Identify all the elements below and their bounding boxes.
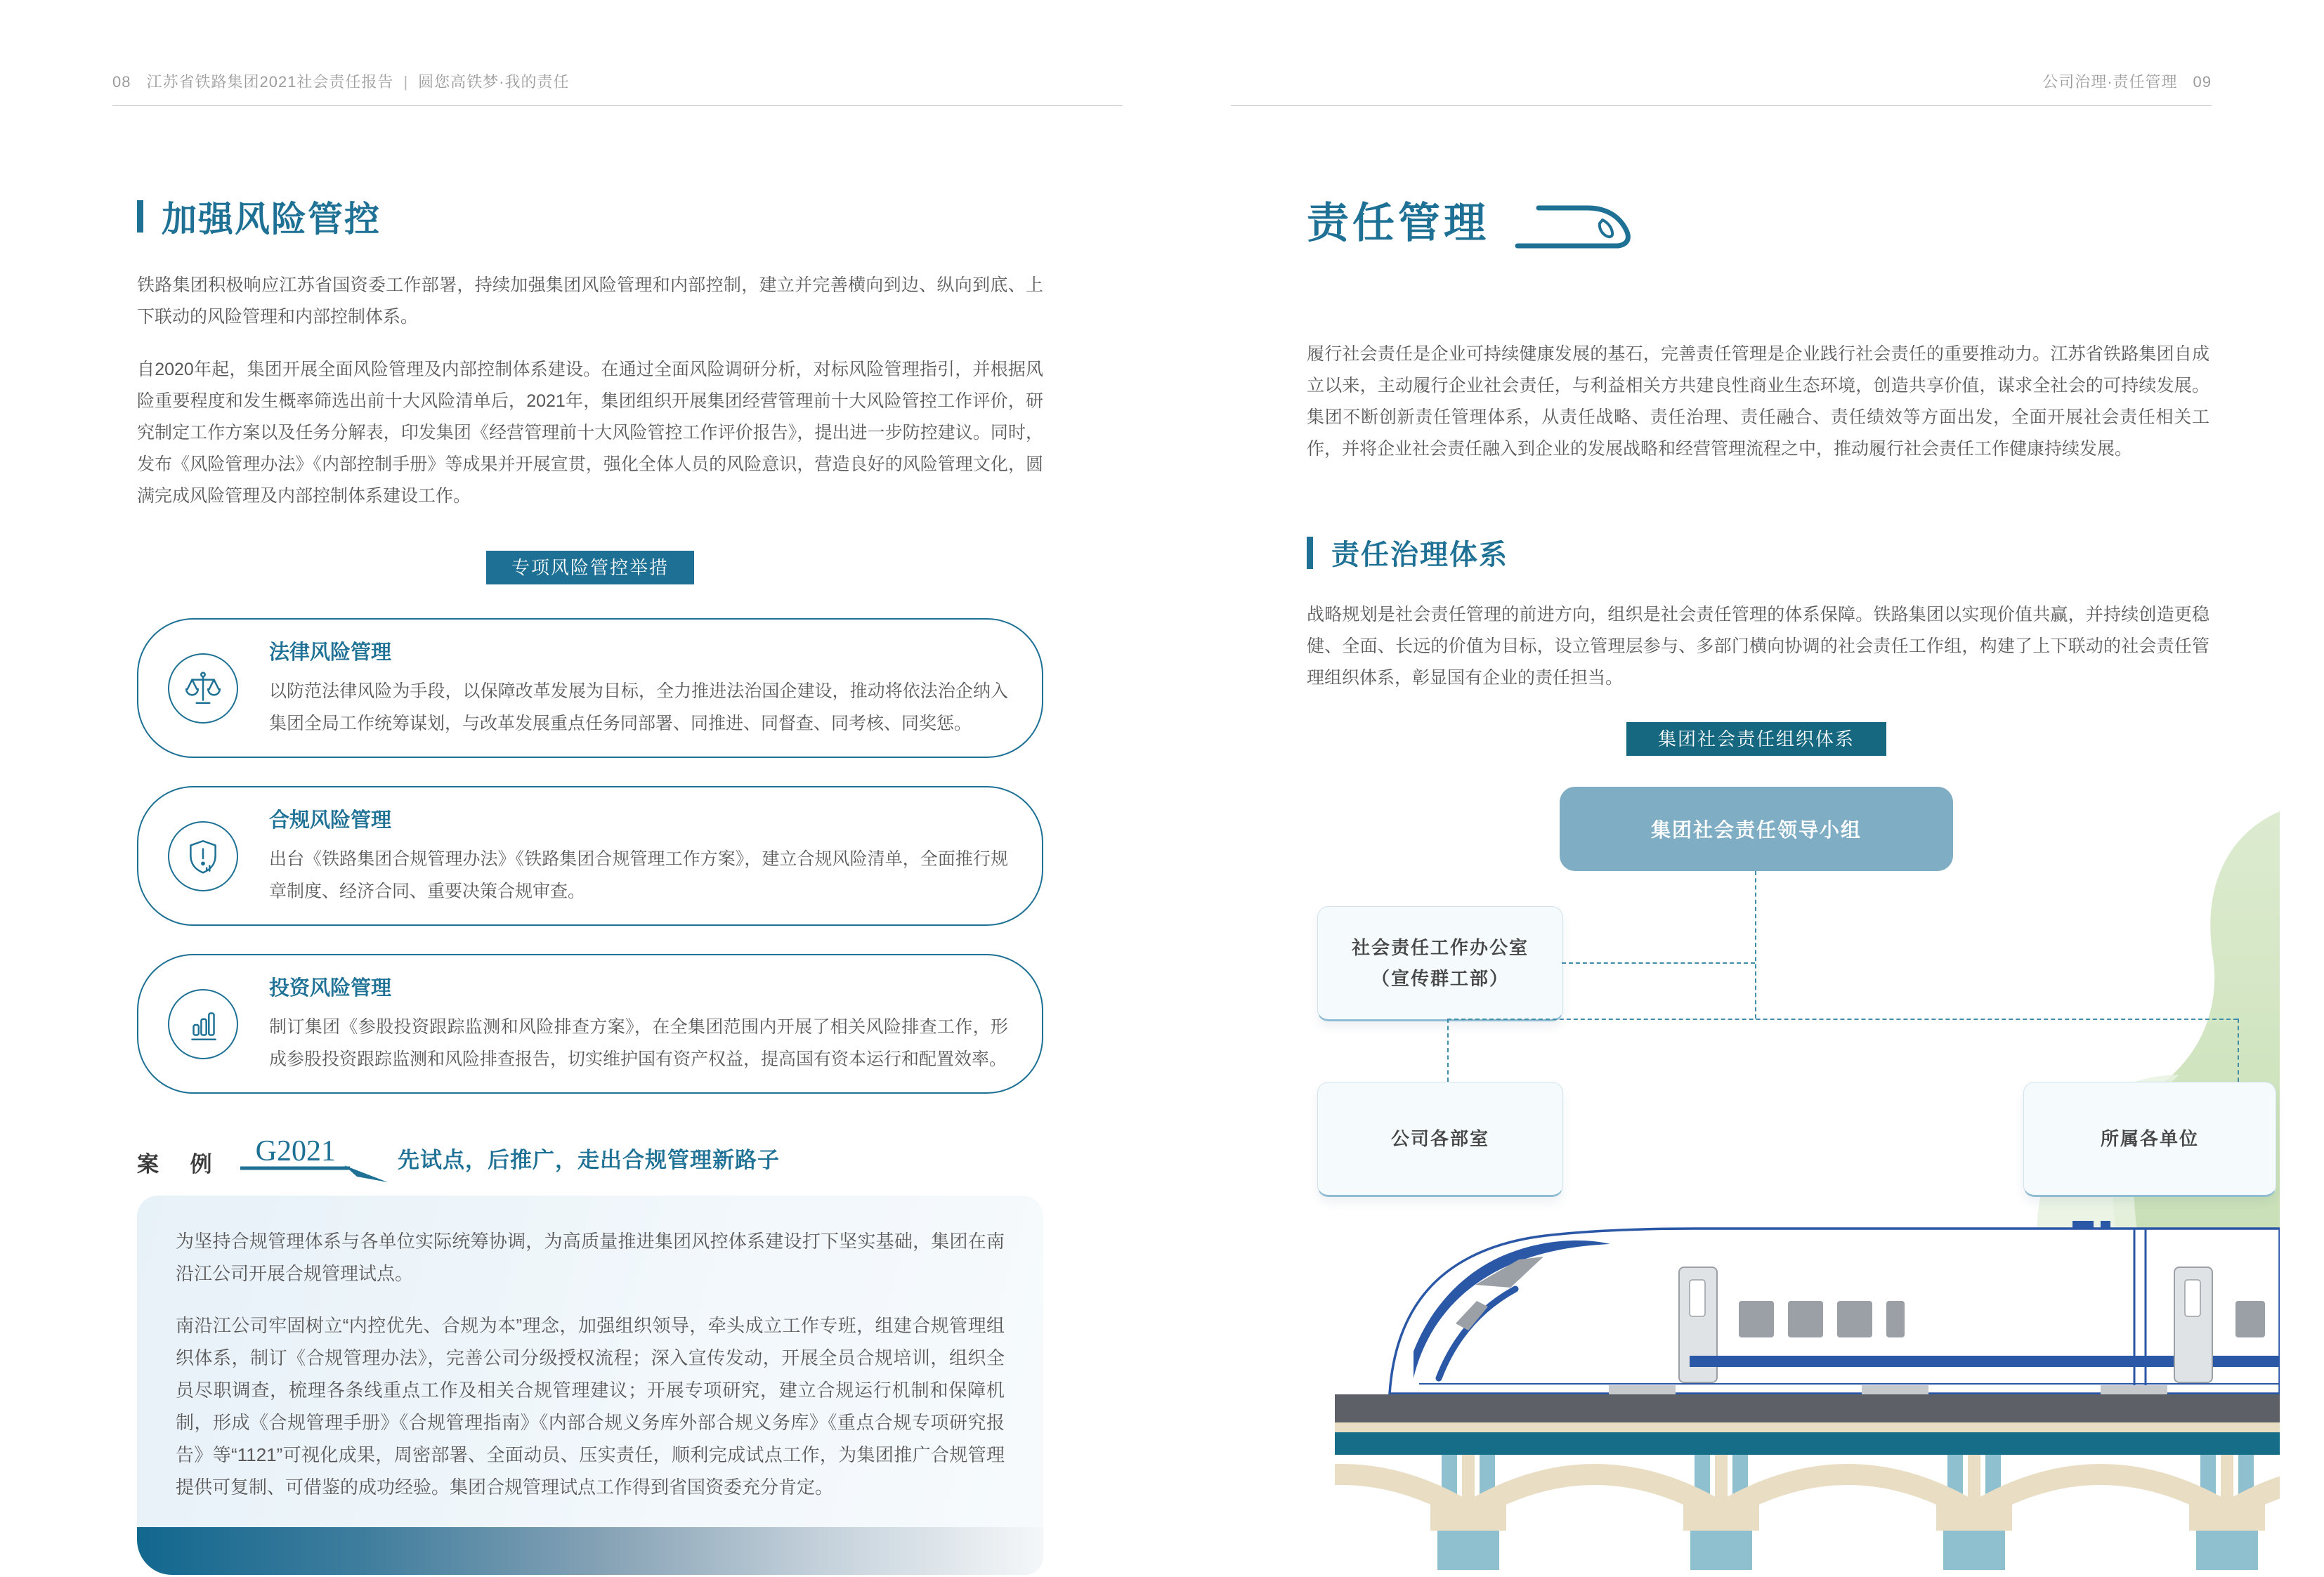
responsibility-intro: 履行社会责任是企业可持续健康发展的基石，完善责任管理是企业践行社会责任的重要推动力。江苏省铁路集团自成立以来，主动履行企业社会责任，与利益相关方共建良性商业生态环境，创造共享价值，谋求全社会的可持续发展。集团不断创新责任管理体系，从责任战略、责任治理、责任融合、责任绩效等方面出发，全面开展社会责任相关工作，并将企业社会责任融入到企业的发展战略和经营管理流程之中，推动履行社会责任工作健康持续发展。	[1307, 344, 2209, 459]
page-title-responsibility: 责任管理	[1307, 199, 1489, 247]
case-title: 先试点，后推广，走出合规管理新路子	[397, 1148, 780, 1172]
report-title: 江苏省铁路集团2021社会责任报告	[146, 73, 394, 91]
case-study-box	[137, 1196, 1043, 1527]
governance-paragraph: 战略规划是社会责任管理的前进方向，组织是社会责任管理的体系保障。铁路集团以实现价值共赢，并持续创造更稳健、全面、长远的价值为目标，设立管理层参与、多部门横向协调的社会责任工作组，构建了上下联动的社会责任管理组织体系，彰显国有企业的责任担当。	[1307, 605, 2209, 688]
card-legal-risk	[137, 618, 1043, 758]
card-body-compliance: 出台《铁路集团合规管理办法》《铁路集团合规管理工作方案》，建立合规风险清单，全面推行规章制度、经济合同、重要决策合规审查。	[269, 849, 1008, 901]
risk-measure-cards	[137, 618, 1043, 1094]
case-label: 案 例	[137, 1152, 225, 1177]
org-connector-right	[2238, 1019, 2239, 1082]
org-departments-box: 公司各部室	[1317, 1082, 1563, 1197]
case-study-header	[137, 1134, 1043, 1178]
case-gradient-bar	[137, 1527, 1043, 1575]
org-chart	[1307, 716, 2282, 1208]
scales-icon	[168, 653, 238, 724]
header-divider-left	[112, 105, 1123, 106]
page-number-left: 08	[112, 73, 131, 91]
risk-paragraph-2: 自2020年起，集团开展全面风险管理及内部控制体系建设。在通过全面风险调研分析，对标风险管理指引，并根据风险重要程度和发生概率筛选出前十大风险清单后，2021年，集团组织开展集团经营管理前十大风险管控工作评价，研究制定工作方案以及任务分解表，印发集团《经营管理前十大风险管控工作评价报告》，提出进一步防控建议。同时，发布《风险管理办法》《内部控制手册》等成果并开展宣贯，强化全体人员的风险意识，营造良好的风险管理文化，圆满完成风险管理及内部控制体系建设工作。	[137, 360, 1043, 506]
section-accent-bar	[1307, 537, 1313, 569]
right-page-column	[1307, 190, 2209, 694]
org-office-box	[1317, 906, 1563, 1021]
responsibility-title-row	[1307, 190, 2209, 263]
train-nose-icon	[1510, 199, 1651, 263]
chapter-title: 公司治理·责任管理	[2042, 73, 2178, 91]
org-connector-left	[1447, 1019, 1449, 1082]
section-accent-bar	[137, 200, 143, 233]
org-connector-root	[1755, 871, 1756, 1019]
header-right	[1231, 70, 2212, 92]
org-connector-branch	[1447, 1019, 2238, 1020]
measures-badge: 专项风险管控举措	[486, 551, 694, 584]
section-risk-control-header	[137, 191, 1043, 242]
risk-paragraph-1: 铁路集团积极响应江苏省国资委工作部署，持续加强集团风险管理和内部控制，建立并完善横向到边、纵向到底、上下联动的风险管理和内部控制体系。	[137, 275, 1043, 327]
shield-icon	[168, 821, 238, 891]
report-tagline: 圆您高铁梦·我的责任	[418, 73, 570, 91]
case-paragraph-1: 为坚持合规管理体系与各单位实际统筹协调，为高质量推进集团风控体系建设打下坚实基础，集团在南沿江公司开展合规管理试点。	[176, 1231, 1005, 1284]
header-divider-right	[1231, 105, 2212, 106]
card-body-legal: 以防范法律风险为手段，以保障改革发展为目标，全力推进法治国企建设，推动将依法治企纳入集团全局工作统筹谋划，与改革发展重点任务同部署、同推进、同督查、同考核、同奖惩。	[269, 681, 1008, 733]
org-chart-badge: 集团社会责任组织体系	[1626, 722, 1886, 756]
section-title-risk: 加强风险管控	[162, 199, 381, 239]
high-speed-train-illustration	[1370, 1217, 2280, 1398]
card-title-investment: 投资风险管理	[269, 977, 392, 1000]
bar-chart-icon	[168, 989, 238, 1059]
org-connector-office	[1562, 962, 1755, 964]
section-title-governance: 责任治理体系	[1331, 539, 1508, 570]
org-office-line1: 社会责任工作办公室	[1351, 937, 1529, 958]
org-office-line2: （宣传群工部）	[1371, 968, 1509, 989]
case-paragraph-2: 南沿江公司牢固树立“内控优先、合规为本”理念，加强组织领导，牵头成立工作专班，组建合规管理组织体系，制订《合规管理办法》，完善公司分级授权流程；深入宣传发动，开展全员合规培训，组织全员尽职调查，梳理各条线重点工作及相关合规管理建议；开展专项研究，建立合规运行机制和保障机制，形成《合规管理手册》《合规管理指南》《内部合规义务库外部合规义务库》《重点合规专项研究报告》等“1121”可视化成果，周密部署、全面动员、压实责任，顺利完成试点工作，为集团推广合规管理提供可复制、可借鉴的成功经验。集团合规管理试点工作得到省国资委充分肯定。	[176, 1315, 1005, 1498]
case-tag	[249, 1134, 350, 1178]
case-tag-text: G2021	[255, 1135, 336, 1167]
card-investment-risk	[137, 954, 1043, 1094]
header-left	[112, 70, 569, 92]
org-subsidiaries-box: 所属各单位	[2023, 1082, 2276, 1197]
card-compliance-risk	[137, 786, 1043, 926]
card-body-investment: 制订集团《参股投资跟踪监测和风险排查方案》，在全集团范围内开展了相关风险排查工作，形成参股投资跟踪监测和风险排查报告，切实维护国有资产权益，提高国有资本运行和配置效率。	[269, 1017, 1008, 1069]
page-number-right: 09	[2193, 73, 2212, 91]
case-arrow-icon	[239, 1165, 390, 1184]
card-title-legal: 法律风险管理	[269, 641, 392, 664]
org-root-box: 集团社会责任领导小组	[1560, 787, 1953, 871]
card-title-compliance: 合规风险管理	[269, 809, 392, 832]
bridge-illustration	[1335, 1394, 2280, 1570]
governance-section-header	[1307, 532, 2209, 572]
header-separator: |	[403, 73, 409, 91]
left-page-column	[137, 191, 1043, 1575]
